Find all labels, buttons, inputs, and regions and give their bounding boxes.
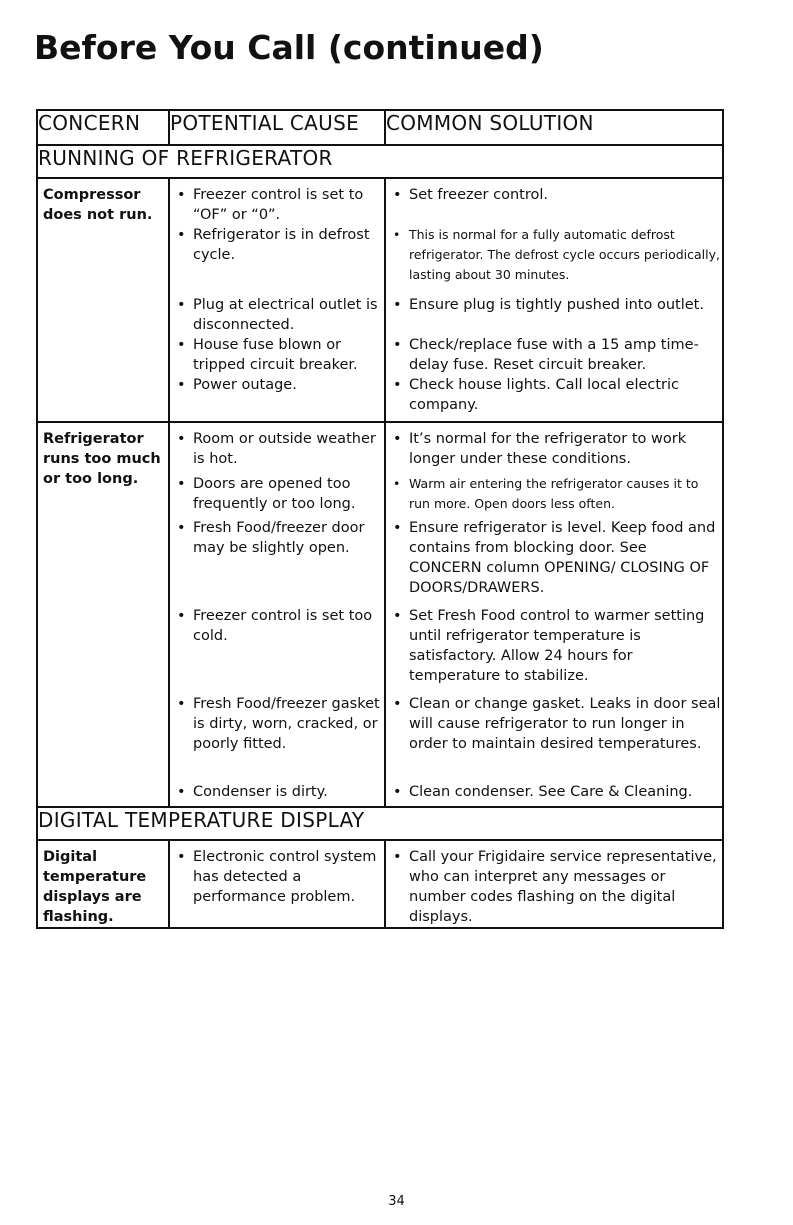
solution-item: • Set Fresh Food control to warmer setting until refrigerator temperature is satisfactory. Allow 24 hours for temperature to stabilize. bbox=[386, 606, 722, 694]
solution-item: • This is normal for a fully automatic defrost refrigerator. The defrost cycle occurs periodically, lasting about 30 minutes. bbox=[386, 225, 722, 295]
cause-item: • Fresh Food/freezer door may be slightly open. bbox=[170, 518, 384, 606]
section-header-digital bbox=[37, 807, 723, 840]
table-header-row bbox=[37, 110, 723, 145]
solution-cell bbox=[385, 178, 723, 422]
table-row bbox=[37, 840, 723, 928]
cause-item: • Electronic control system has detected a performance problem. bbox=[170, 847, 384, 927]
cause-cell bbox=[169, 840, 385, 928]
solution-item: • Clean condenser. See Care & Cleaning. bbox=[386, 782, 722, 806]
troubleshooting-table bbox=[36, 109, 724, 929]
solution-item: • Check/replace fuse with a 15 amp time-delay fuse. Reset circuit breaker. bbox=[386, 335, 722, 375]
cause-item: • Plug at electrical outlet is disconnected. bbox=[170, 295, 384, 335]
header-potential-cause: POTENTIAL CAUSE bbox=[169, 110, 385, 145]
cause-item: • Condenser is dirty. bbox=[170, 782, 384, 806]
cause-item: • Freezer control is set too cold. bbox=[170, 606, 384, 694]
solution-item: • Clean or change gasket. Leaks in door seal will cause refrigerator to run longer in order to maintain desired temperatures. bbox=[386, 694, 722, 782]
cause-item: • Room or outside weather is hot. bbox=[170, 429, 384, 474]
solution-item: • It’s normal for the refrigerator to work longer under these conditions. bbox=[386, 429, 722, 474]
cause-item: • Freezer control is set to “OF” or “0”. bbox=[170, 185, 384, 225]
solution-cell bbox=[385, 840, 723, 928]
concern-cell: Compressor does not run. bbox=[37, 178, 169, 422]
section-title: DIGITAL TEMPERATURE DISPLAY bbox=[37, 807, 723, 840]
table-row bbox=[37, 422, 723, 807]
section-title: RUNNING OF REFRIGERATOR bbox=[37, 145, 723, 178]
cause-cell bbox=[169, 178, 385, 422]
cause-item: • Fresh Food/freezer gasket is dirty, worn, cracked, or poorly fitted. bbox=[170, 694, 384, 782]
section-header-running bbox=[37, 145, 723, 178]
solution-item: • Set freezer control. bbox=[386, 185, 722, 225]
header-concern: CONCERN bbox=[37, 110, 169, 145]
solution-item: • Check house lights. Call local electric company. bbox=[386, 375, 722, 421]
solution-item: • Call your Frigidaire service representative, who can interpret any messages or number codes flashing on the digital displays. bbox=[386, 847, 722, 927]
solution-cell bbox=[385, 422, 723, 807]
cause-item: • Power outage. bbox=[170, 375, 384, 421]
header-common-solution: COMMON SOLUTION bbox=[385, 110, 723, 145]
concern-cell: Digital temperature displays are flashing. bbox=[37, 840, 169, 928]
cause-item: • House fuse blown or tripped circuit breaker. bbox=[170, 335, 384, 375]
page-title: Before You Call (continued) bbox=[34, 28, 544, 67]
page-number: 34 bbox=[388, 1194, 405, 1209]
cause-cell bbox=[169, 422, 385, 807]
solution-item: • Ensure plug is tightly pushed into outlet. bbox=[386, 295, 722, 335]
solution-item: • Warm air entering the refrigerator causes it to run more. Open doors less often. bbox=[386, 474, 722, 518]
concern-cell: Refrigerator runs too much or too long. bbox=[37, 422, 169, 807]
solution-item: • Ensure refrigerator is level. Keep food and contains from blocking door. See CONCERN column OPENING/ CLOSING OF DOORS/DRAWERS. bbox=[386, 518, 722, 606]
cause-item: • Doors are opened too frequently or too long. bbox=[170, 474, 384, 518]
cause-item: • Refrigerator is in defrost cycle. bbox=[170, 225, 384, 295]
table-row bbox=[37, 178, 723, 422]
